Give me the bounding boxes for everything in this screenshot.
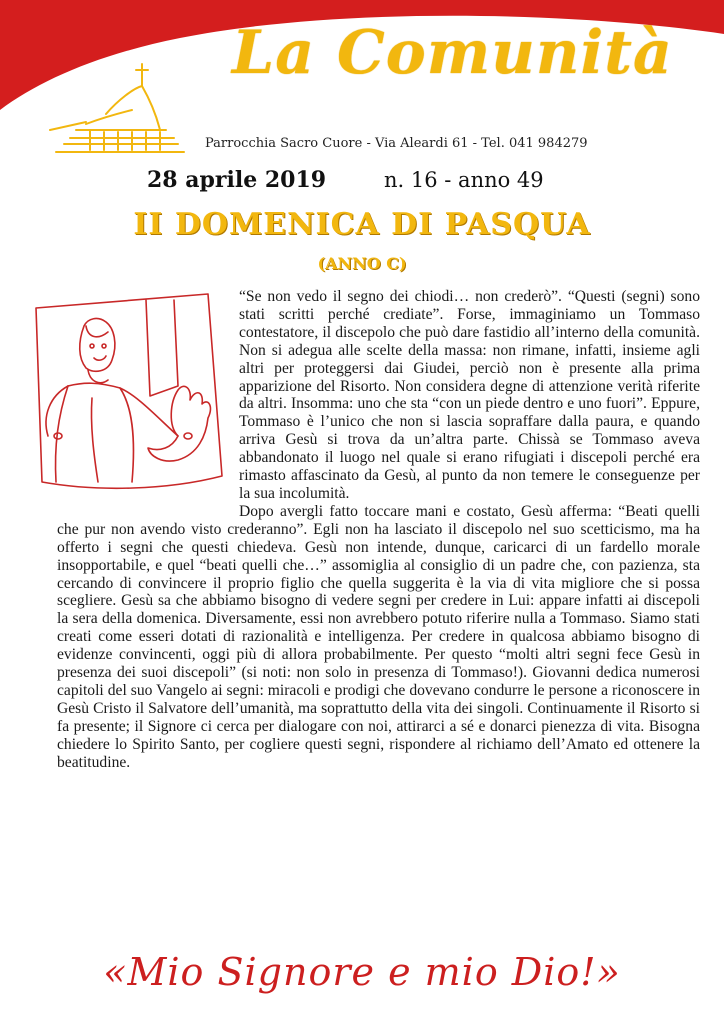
article-paragraph-2: Dopo avergli fatto toccare mani e costato, Gesù afferma: “Beati quelli che pur non avendo visto crederanno”. Egli non ha lasciato il discepolo nel suo scetticismo, ma ha offerto i segni che questi chiedeva. Gesù non intende, dunque, caricarci di un fardello morale insopportabile, e quel “beati quelli che…” assomiglia al consiglio di un padre che, con pazienza, sta cercando di convincere il proprio figlio che quella suggerita è la via di vita migliore che si possa scegliere. Gesù sa che abbiamo bisogno di vedere segni per credere in Lui: appare infatti ai discepoli la sera della domenica. Diversamente, essi non avrebbero potuto riferire nulla a Tommaso. Siamo stati creati come esseri dotati di razionalità e intelligenza. Per credere in qualcosa abbiamo bisogno di evidenze convincenti, oggi più di allora probabilmente. Per questo “molti altri segni fece Gesù in presenza dei suoi discepoli” (si noti: non solo in presenza di Tommaso!). Giovanni dedica numerosi capitoli del suo Vangelo ai segni: miracoli e prodigi che dovevano condurre le persone a riconoscere in Gesù Cristo il Salvatore dell’umanità, ma soprattutto della vita dei singoli. Continuamente il Risorto si fa presente; il Signore ci cerca per dialogare con noi, attirarci a sé e donarci pienezza di vita. Bisogna chiedere lo Spirito Santo, per cogliere questi segni, rispondere al richiamo dell’Amato ed ottenere la beatitudine. — [57, 502, 700, 771]
church-logo-icon — [46, 60, 186, 160]
page-title: II DOMENICA DI PASQUA — [133, 207, 591, 242]
parish-info: Parrocchia Sacro Cuore - Via Aleardi 61 - Tel. 041 984279 — [205, 136, 588, 151]
issue-number: n. 16 - anno 49 — [384, 168, 544, 192]
illustration-spacer — [57, 288, 239, 520]
masthead-title: La Comunità — [232, 18, 673, 88]
liturgical-year: (ANNO C) — [317, 254, 407, 273]
article-paragraph-1: “Se non vedo il segno dei chiodi… non crederò”. “Questi (segni) sono stati scritti perché crediate”. Forse, immaginiamo un Tommaso contestatore, il discepolo che può dare fastidio all’interno della comunità. Non si adegua alle scelte della massa: non rimane, infatti, insieme agli altri per proteggersi dai Giudei, perciò non è presente alla prima apparizione del Risorto. Non considera degne di attenzione verità riferite da altri. Insomma: uno che sta “con un piede dentro e uno fuori”. Eppure, Tommaso è l’unico che non si lascia sopraffare dalla paura, e quando arriva Gesù si trova da un’altra parte. Chissà se Tommaso aveva abbandonato il luogo nel quale si erano rifugiati i discepoli perché era rimasto affascinato da Gesù, al punto da non temere le conseguenze per la sua incolumità. — [239, 288, 700, 502]
closing-quote: «Mio Signore e mio Dio!» — [103, 950, 621, 994]
issue-date: 28 aprile 2019 — [147, 167, 327, 193]
article-body — [57, 288, 700, 771]
